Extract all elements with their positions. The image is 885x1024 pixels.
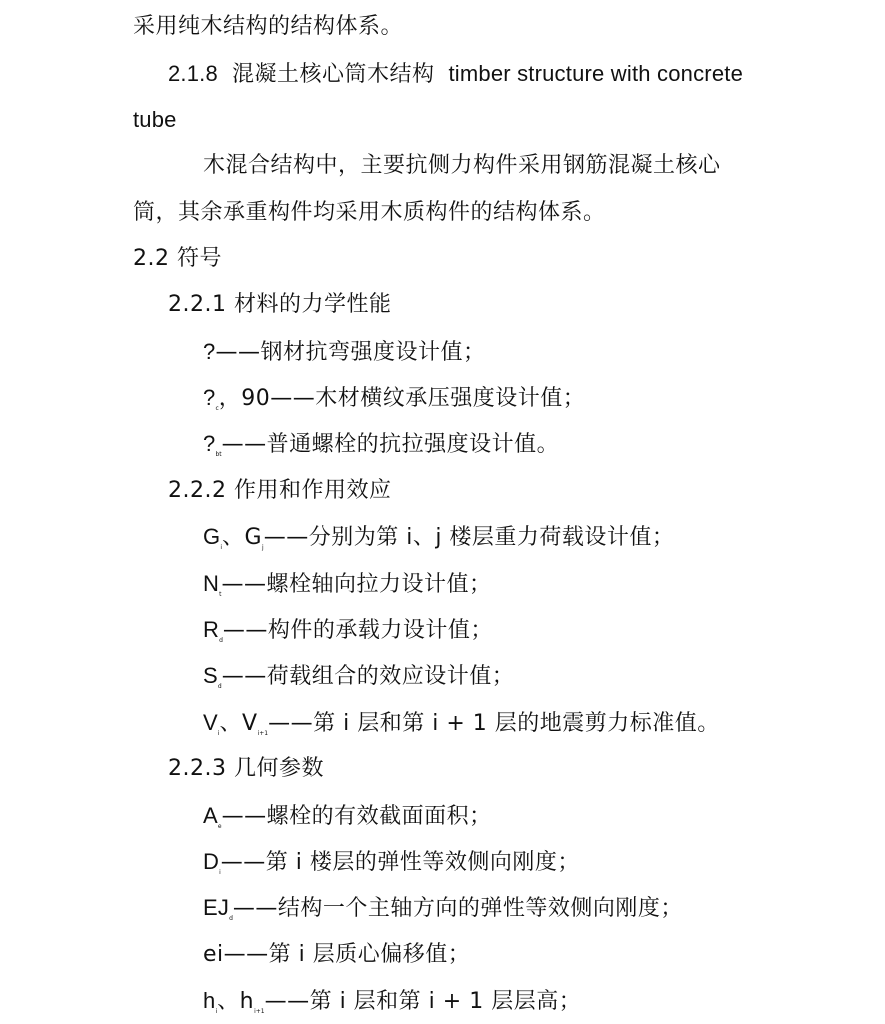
- paragraph-text: 筒，其余承重构件均采用木质构件的结构体系。: [133, 200, 606, 225]
- definition: ei——第 i 层质心偏移值；: [203, 942, 471, 967]
- definition: ——第 i 层和第 i + 1 层层高；: [264, 989, 582, 1014]
- symbol: S: [203, 663, 218, 688]
- section-title: 2.2.1 材料的力学性能: [168, 292, 392, 317]
- symbol-subscript: i: [215, 1008, 218, 1015]
- definition: ——分别为第 i、j 楼层重力荷载设计值；: [263, 525, 675, 550]
- symbol-definition: [203, 893, 683, 929]
- symbol: EJ: [203, 895, 230, 920]
- paragraph-line: [133, 198, 606, 228]
- english-term-continued: tube: [133, 107, 177, 132]
- symbol-definition: [203, 801, 492, 837]
- symbol: 、h: [217, 989, 255, 1014]
- symbol-subscript: bt: [215, 451, 222, 458]
- symbol: D: [203, 849, 220, 874]
- section-title: 2.2 符号: [133, 246, 222, 271]
- section-title: 混凝土核心筒木结构: [231, 62, 435, 87]
- symbol-subscript: i+1: [257, 730, 269, 737]
- section-heading-2-2-3: [168, 754, 324, 784]
- definition: ——结构一个主轴方向的弹性等效侧向刚度；: [232, 896, 683, 921]
- symbol: ?: [203, 431, 216, 456]
- symbol-definition: [203, 569, 491, 605]
- text-line: [133, 105, 177, 136]
- symbol: G: [203, 524, 221, 549]
- symbol-definition: [203, 940, 470, 970]
- symbol-definition: [203, 337, 485, 368]
- symbol-definition: [203, 429, 559, 465]
- symbol-subscript: t: [219, 591, 222, 598]
- symbol-subscript: d: [229, 915, 233, 922]
- symbol-definition: [203, 986, 581, 1022]
- section-heading-2-2-1: [168, 290, 391, 320]
- section-title: 2.2.3 几何参数: [168, 756, 324, 781]
- paragraph-line: [203, 151, 721, 181]
- symbol: A: [203, 803, 218, 828]
- symbol-subscript: d: [217, 683, 222, 690]
- symbol: N: [203, 571, 220, 596]
- definition: ——螺栓轴向拉力设计值；: [221, 572, 492, 597]
- definition: ——构件的承载力设计值；: [222, 618, 493, 643]
- text-line: [133, 12, 403, 42]
- symbol-definition: [203, 383, 585, 419]
- symbol: 、G: [221, 525, 263, 550]
- text: 采用纯木结构的结构体系。: [133, 14, 404, 39]
- symbol-subscript: e: [217, 823, 222, 830]
- symbol: 、V: [219, 711, 258, 736]
- section-heading-2-2-2: [168, 476, 391, 506]
- symbol-definition: [203, 708, 720, 744]
- symbol-definition: [203, 661, 514, 697]
- symbol-subscript: i: [220, 544, 222, 551]
- definition: ——荷载组合的效应设计值；: [221, 664, 515, 689]
- symbol-subscript: c: [215, 405, 219, 412]
- symbol: V: [203, 710, 218, 735]
- definition: ——普通螺栓的抗拉强度设计值。: [221, 432, 560, 457]
- definition: ——螺栓的有效截面面积；: [221, 804, 492, 829]
- symbol: ?: [203, 385, 216, 410]
- definition: ，90——木材横纹承压强度设计值；: [218, 386, 586, 411]
- symbol-subscript: i: [217, 730, 220, 737]
- symbol-subscript: j: [262, 544, 264, 551]
- symbol: R: [203, 617, 220, 642]
- section-heading-2-2: [133, 244, 222, 274]
- symbol-subscript: i: [219, 869, 221, 876]
- symbol-definition: [203, 522, 674, 558]
- section-heading-2-1-8: [168, 59, 743, 90]
- section-number: 2.1.8: [168, 61, 218, 86]
- symbol-definition: [203, 847, 580, 883]
- symbol: ?: [203, 339, 216, 364]
- definition: ——第 i 层和第 i + 1 层的地震剪力标准值。: [268, 711, 720, 736]
- section-title: 2.2.2 作用和作用效应: [168, 478, 392, 503]
- english-term: timber structure with concrete: [448, 61, 743, 86]
- symbol-subscript: d: [219, 637, 223, 644]
- symbol-definition: [203, 615, 493, 651]
- paragraph-text: 木混合结构中，主要抗侧力构件采用钢筋混凝土核心: [203, 153, 721, 178]
- symbol: h: [203, 988, 216, 1013]
- definition: ——钢材抗弯强度设计值；: [215, 340, 486, 365]
- symbol-subscript: i+1: [254, 1008, 265, 1015]
- definition: ——第 i 楼层的弹性等效侧向刚度；: [220, 850, 580, 875]
